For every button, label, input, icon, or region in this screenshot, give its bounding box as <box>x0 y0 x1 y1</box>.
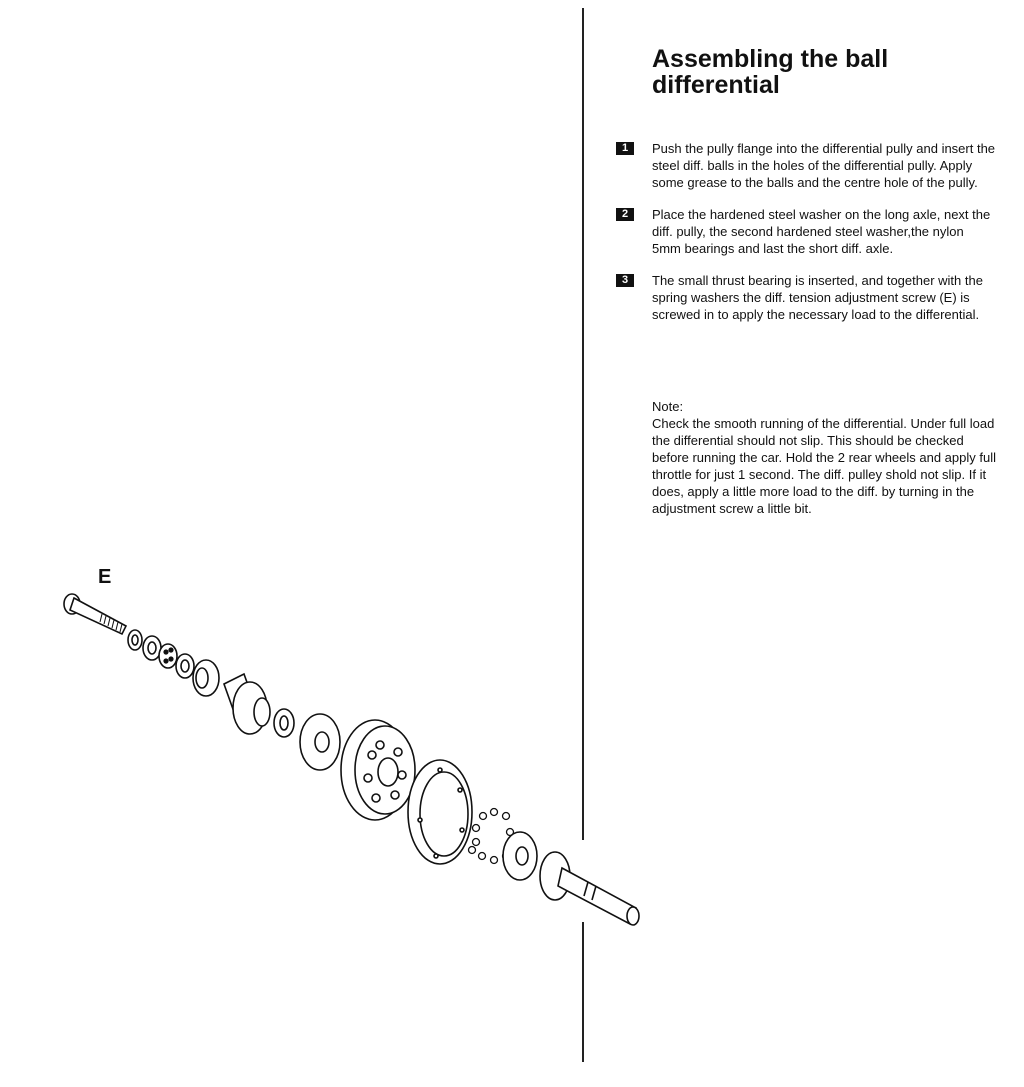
step-item <box>616 272 996 323</box>
step-text: Push the pully flange into the differential pully and insert the steel diff. balls in the holes of the differential pully. Apply some grease to the balls and the centre hole of the pully. <box>652 141 996 190</box>
page-title: Assembling the ball differential <box>652 45 889 99</box>
step-text: The small thrust bearing is inserted, and together with the spring washers the diff. tension adjustment screw (E) is screwed in to apply the necessary load to the differential. <box>652 273 983 322</box>
small-bearing <box>274 709 294 737</box>
step-number-badge: 2 <box>616 208 634 221</box>
nylon-bearing <box>193 660 219 696</box>
adjustment-screw <box>64 594 126 634</box>
long-axle <box>540 852 639 925</box>
spring-washer <box>128 630 142 650</box>
step-list <box>616 140 996 338</box>
pulley-flange <box>408 760 472 864</box>
short-diff-axle <box>224 674 270 734</box>
step-item <box>616 140 996 191</box>
second-steel-washer <box>503 832 537 880</box>
differential-pulley <box>341 720 415 820</box>
exploded-differential-diagram <box>40 580 660 960</box>
hardened-steel-washer <box>300 714 340 770</box>
note-label: Note: <box>652 399 684 414</box>
step-number-badge: 1 <box>616 142 634 155</box>
step-text: Place the hardened steel washer on the long axle, next the diff. pully, the second hardened steel washer,the nylon 5mm bearings and last the short diff. axle. <box>652 207 991 256</box>
thrust-bearing <box>143 636 194 678</box>
step-number-badge: 3 <box>616 274 634 287</box>
step-item <box>616 206 996 257</box>
note-text: Check the smooth running of the differential. Under full load the differential should not slip. This should be checked before running the car. Hold the 2 rear wheels and apply full throttle for just 1 second. The diff. pulley shold not slip. If it does, apply a little more load to the diff. by turning in the adjustment screw a little bit. <box>652 416 996 516</box>
note-block <box>652 398 997 517</box>
part-label-e: E <box>98 566 112 588</box>
